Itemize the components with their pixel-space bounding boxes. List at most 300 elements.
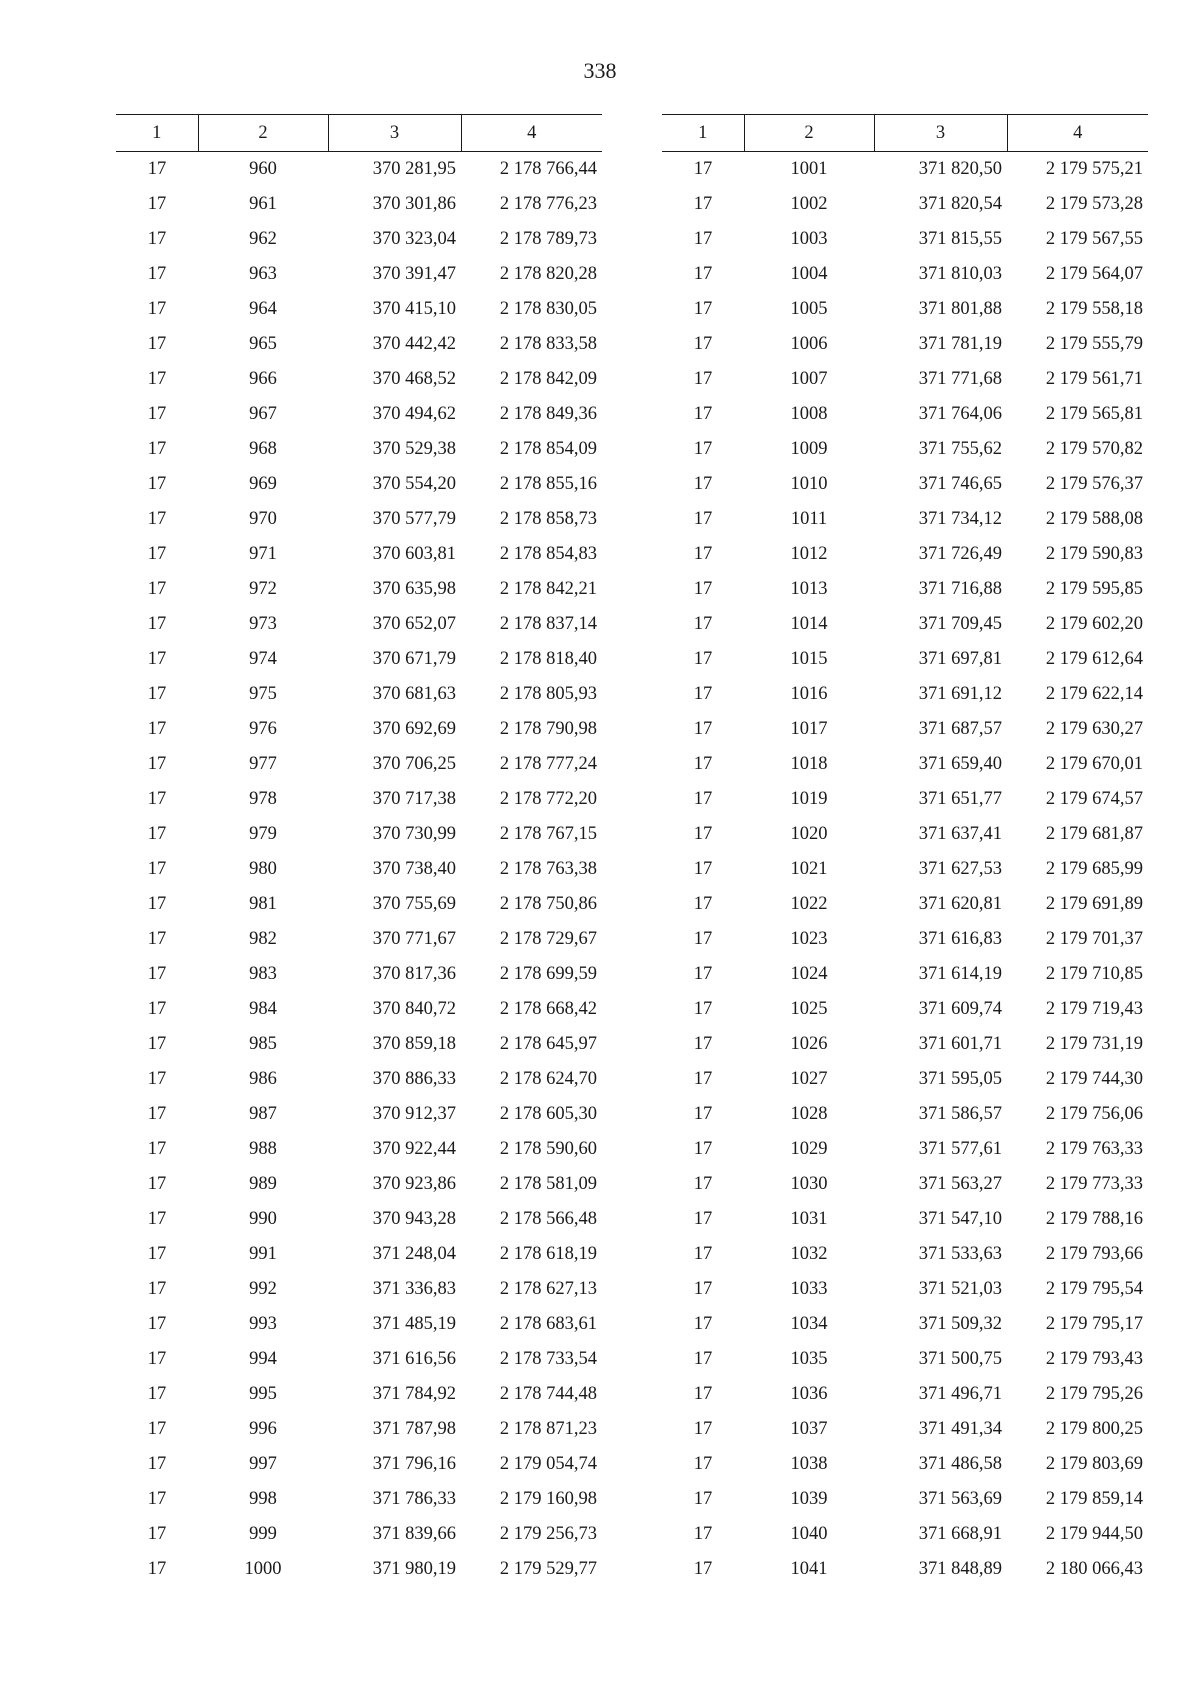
table-cell-col-4: 2 179 573,28 [1045, 194, 1143, 214]
table-cell-col-3: 371 627,53 [918, 859, 1002, 879]
table-cell-col-2: 1030 [790, 1174, 828, 1194]
table-cell-col-4: 2 179 160,98 [499, 1489, 597, 1509]
table-row [116, 992, 602, 1027]
table-cell-col-4: 2 179 681,87 [1045, 824, 1143, 844]
table-cell-col-4: 2 179 555,79 [1045, 334, 1143, 354]
table-cell-col-1: 17 [693, 1559, 713, 1579]
table-cell-col-3: 370 301,86 [372, 194, 456, 214]
table-cell-col-3: 371 697,81 [918, 649, 1002, 669]
table-cell-col-4: 2 178 683,61 [499, 1314, 597, 1334]
table-cell-col-3: 370 730,99 [372, 824, 456, 844]
table-cell-col-1: 17 [693, 579, 713, 599]
column-header-3: 3 [328, 115, 461, 152]
table-cell-col-1: 17 [693, 1419, 713, 1439]
table-cell-col-1: 17 [147, 1034, 167, 1054]
table-cell-col-4: 2 178 858,73 [499, 509, 597, 529]
table-cell-col-3: 370 817,36 [372, 964, 456, 984]
page-number: 338 [583, 58, 617, 83]
table-cell-col-1: 17 [147, 509, 167, 529]
table-cell-col-3: 370 391,47 [372, 264, 456, 284]
table-cell-col-4: 2 179 691,89 [1045, 894, 1143, 914]
table-row [662, 677, 1148, 712]
table-cell-col-4: 2 179 576,37 [1045, 474, 1143, 494]
table-cell-col-4: 2 179 567,55 [1045, 229, 1143, 249]
table-row [116, 362, 602, 397]
table-cell-col-1: 17 [693, 964, 713, 984]
table-cell-col-3: 370 840,72 [372, 999, 456, 1019]
table-cell-col-2: 1032 [790, 1244, 828, 1264]
table-row [662, 712, 1148, 747]
table-row [662, 1132, 1148, 1167]
table-cell-col-1: 17 [693, 229, 713, 249]
table-cell-col-4: 2 179 701,37 [1045, 929, 1143, 949]
table-cell-col-2: 1019 [790, 789, 828, 809]
table-cell-col-1: 17 [693, 474, 713, 494]
table-cell-col-4: 2 178 849,36 [499, 404, 597, 424]
table-cell-col-1: 17 [147, 1559, 167, 1579]
table-cell-col-3: 371 787,98 [372, 1419, 456, 1439]
table-cell-col-2: 1037 [790, 1419, 828, 1439]
table-row [662, 537, 1148, 572]
table-cell-col-1: 17 [147, 894, 167, 914]
table-cell-col-3: 371 616,83 [918, 929, 1002, 949]
table-cell-col-4: 2 179 744,30 [1045, 1069, 1143, 1089]
table-cell-col-1: 17 [147, 194, 167, 214]
table-cell-col-1: 17 [693, 194, 713, 214]
table-row [116, 1517, 602, 1552]
table-cell-col-2: 996 [249, 1419, 277, 1439]
table-row [662, 1167, 1148, 1202]
table-cell-col-2: 1025 [790, 999, 828, 1019]
table-cell-col-2: 992 [249, 1279, 277, 1299]
table-row [116, 187, 602, 222]
table-body [116, 152, 602, 1588]
table-cell-col-1: 17 [693, 1139, 713, 1159]
table-cell-col-4: 2 178 733,54 [499, 1349, 597, 1369]
table-cell-col-4: 2 178 842,09 [499, 369, 597, 389]
table-cell-col-3: 371 687,57 [918, 719, 1002, 739]
table-cell-col-2: 1007 [790, 369, 828, 389]
table-cell-col-2: 1003 [790, 229, 828, 249]
table-cell-col-1: 17 [693, 684, 713, 704]
table-cell-col-3: 370 671,79 [372, 649, 456, 669]
table-cell-col-1: 17 [693, 1104, 713, 1124]
table-cell-col-4: 2 178 820,28 [499, 264, 597, 284]
table-cell-col-3: 371 491,34 [918, 1419, 1002, 1439]
table-cell-col-1: 17 [147, 159, 167, 179]
table-row [116, 1447, 602, 1482]
table-cell-col-1: 17 [693, 439, 713, 459]
table-cell-col-3: 371 521,03 [918, 1279, 1002, 1299]
table-cell-col-1: 17 [693, 334, 713, 354]
table-cell-col-1: 17 [693, 894, 713, 914]
table-cell-col-1: 17 [147, 229, 167, 249]
table-cell-col-3: 370 529,38 [372, 439, 456, 459]
table-cell-col-2: 1006 [790, 334, 828, 354]
table-cell-col-3: 371 716,88 [918, 579, 1002, 599]
table-cell-col-1: 17 [693, 789, 713, 809]
column-header-1: 1 [662, 115, 744, 152]
table-row [662, 292, 1148, 327]
table-row [116, 922, 602, 957]
table-cell-col-1: 17 [693, 1209, 713, 1229]
table-row [116, 467, 602, 502]
table-cell-col-2: 978 [249, 789, 277, 809]
table-cell-col-3: 371 577,61 [918, 1139, 1002, 1159]
table-cell-col-3: 371 637,41 [918, 824, 1002, 844]
table-cell-col-4: 2 178 830,05 [499, 299, 597, 319]
table-cell-col-2: 970 [249, 509, 277, 529]
table-cell-col-4: 2 179 773,33 [1045, 1174, 1143, 1194]
table-cell-col-2: 977 [249, 754, 277, 774]
table-cell-col-4: 2 179 561,71 [1045, 369, 1143, 389]
table-row [116, 257, 602, 292]
table-cell-col-1: 17 [147, 1524, 167, 1544]
table-cell-col-2: 974 [249, 649, 277, 669]
table-cell-col-1: 17 [693, 824, 713, 844]
table-cell-col-3: 371 746,65 [918, 474, 1002, 494]
table-cell-col-1: 17 [693, 1244, 713, 1264]
table-cell-col-3: 370 635,98 [372, 579, 456, 599]
table-cell-col-2: 991 [249, 1244, 277, 1264]
table-cell-col-4: 2 178 837,14 [499, 614, 597, 634]
table-cell-col-1: 17 [693, 1279, 713, 1299]
table-row [116, 1062, 602, 1097]
table-row [662, 1027, 1148, 1062]
table-cell-col-2: 994 [249, 1349, 277, 1369]
table-row [662, 432, 1148, 467]
column-header-3: 3 [874, 115, 1007, 152]
table-cell-col-4: 2 178 729,67 [499, 929, 597, 949]
table-row [116, 1377, 602, 1412]
table-cell-col-3: 371 659,40 [918, 754, 1002, 774]
table-row [662, 1377, 1148, 1412]
table-cell-col-4: 2 178 854,83 [499, 544, 597, 564]
table-cell-col-3: 371 771,68 [918, 369, 1002, 389]
table-row [116, 1552, 602, 1587]
table-cell-col-2: 966 [249, 369, 277, 389]
table-cell-col-3: 370 859,18 [372, 1034, 456, 1054]
table-row [116, 502, 602, 537]
table-cell-col-3: 371 796,16 [372, 1454, 456, 1474]
table-cell-col-4: 2 178 744,48 [499, 1384, 597, 1404]
table-cell-col-3: 371 755,62 [918, 439, 1002, 459]
table-cell-col-2: 1014 [790, 614, 828, 634]
table-cell-col-3: 370 943,28 [372, 1209, 456, 1229]
table-cell-col-2: 1033 [790, 1279, 828, 1299]
table-row [662, 222, 1148, 257]
table-cell-col-4: 2 179 803,69 [1045, 1454, 1143, 1474]
table-cell-col-1: 17 [147, 1174, 167, 1194]
table-cell-col-4: 2 178 763,38 [499, 859, 597, 879]
table-cell-col-4: 2 179 795,26 [1045, 1384, 1143, 1404]
table-cell-col-4: 2 179 575,21 [1045, 159, 1143, 179]
table-cell-col-1: 17 [147, 1279, 167, 1299]
table-cell-col-1: 17 [693, 1034, 713, 1054]
table-cell-col-2: 1016 [790, 684, 828, 704]
table-cell-col-4: 2 179 710,85 [1045, 964, 1143, 984]
table-cell-col-3: 370 281,95 [372, 159, 456, 179]
table-cell-col-3: 370 912,37 [372, 1104, 456, 1124]
table-cell-col-4: 2 178 767,15 [499, 824, 597, 844]
coordinates-table-left [116, 114, 602, 1587]
table-cell-col-3: 371 533,63 [918, 1244, 1002, 1264]
table-cell-col-1: 17 [693, 299, 713, 319]
table-cell-col-2: 990 [249, 1209, 277, 1229]
table-cell-col-4: 2 178 805,93 [499, 684, 597, 704]
table-cell-col-1: 17 [147, 999, 167, 1019]
table-cell-col-2: 975 [249, 684, 277, 704]
table-cell-col-2: 1012 [790, 544, 828, 564]
table-cell-col-4: 2 178 590,60 [499, 1139, 597, 1159]
table-cell-col-3: 370 738,40 [372, 859, 456, 879]
table-cell-col-1: 17 [147, 1069, 167, 1089]
table-cell-col-3: 371 668,91 [918, 1524, 1002, 1544]
table-cell-col-1: 17 [693, 1069, 713, 1089]
table-row [116, 1272, 602, 1307]
table-cell-col-2: 961 [249, 194, 277, 214]
table-cell-col-4: 2 179 795,17 [1045, 1314, 1143, 1334]
table-cell-col-2: 1013 [790, 579, 828, 599]
table-row [662, 747, 1148, 782]
table-cell-col-2: 989 [249, 1174, 277, 1194]
table-cell-col-1: 17 [693, 649, 713, 669]
table-cell-col-1: 17 [147, 824, 167, 844]
table-cell-col-2: 1000 [244, 1559, 282, 1579]
table-cell-col-3: 370 922,44 [372, 1139, 456, 1159]
table-cell-col-4: 2 178 750,86 [499, 894, 597, 914]
table-cell-col-1: 17 [693, 544, 713, 564]
table-cell-col-3: 371 563,69 [918, 1489, 1002, 1509]
table-cell-col-1: 17 [147, 964, 167, 984]
table-row [662, 1307, 1148, 1342]
table-row [662, 572, 1148, 607]
table-cell-col-4: 2 179 944,50 [1045, 1524, 1143, 1544]
table-cell-col-1: 17 [693, 614, 713, 634]
table-cell-col-3: 370 494,62 [372, 404, 456, 424]
table-cell-col-2: 1017 [790, 719, 828, 739]
table-cell-col-4: 2 178 854,09 [499, 439, 597, 459]
table-row [116, 397, 602, 432]
table-row [662, 257, 1148, 292]
table-cell-col-4: 2 179 793,66 [1045, 1244, 1143, 1264]
table-cell-col-1: 17 [693, 859, 713, 879]
table-cell-col-4: 2 178 842,21 [499, 579, 597, 599]
table-cell-col-3: 371 786,33 [372, 1489, 456, 1509]
table-cell-col-4: 2 179 558,18 [1045, 299, 1143, 319]
table-cell-col-4: 2 178 833,58 [499, 334, 597, 354]
table-cell-col-4: 2 179 570,82 [1045, 439, 1143, 459]
table-cell-col-1: 17 [693, 1489, 713, 1509]
table-cell-col-2: 1041 [790, 1559, 828, 1579]
table-cell-col-4: 2 178 699,59 [499, 964, 597, 984]
table-cell-col-4: 2 179 670,01 [1045, 754, 1143, 774]
table-row [662, 1517, 1148, 1552]
table-cell-col-3: 371 509,32 [918, 1314, 1002, 1334]
table-row [116, 817, 602, 852]
table-row [662, 1342, 1148, 1377]
table-cell-col-3: 371 336,83 [372, 1279, 456, 1299]
table-cell-col-1: 17 [693, 1524, 713, 1544]
table-cell-col-1: 17 [147, 544, 167, 564]
table-cell-col-4: 2 178 772,20 [499, 789, 597, 809]
table-cell-col-2: 1004 [790, 264, 828, 284]
table-cell-col-4: 2 179 756,06 [1045, 1104, 1143, 1124]
table-cell-col-3: 371 848,89 [918, 1559, 1002, 1579]
table-cell-col-3: 371 764,06 [918, 404, 1002, 424]
table-cell-col-2: 967 [249, 404, 277, 424]
table-cell-col-2: 1015 [790, 649, 828, 669]
table-cell-col-1: 17 [147, 684, 167, 704]
table-row [116, 537, 602, 572]
table-cell-col-2: 993 [249, 1314, 277, 1334]
table-row [116, 152, 602, 188]
table-cell-col-4: 2 178 776,23 [499, 194, 597, 214]
table-cell-col-2: 985 [249, 1034, 277, 1054]
column-header-4: 4 [1007, 115, 1148, 152]
table-cell-col-3: 371 734,12 [918, 509, 1002, 529]
table-cell-col-2: 1038 [790, 1454, 828, 1474]
table-cell-col-2: 1008 [790, 404, 828, 424]
table-cell-col-3: 371 651,77 [918, 789, 1002, 809]
table-cell-col-3: 371 616,56 [372, 1349, 456, 1369]
table-cell-col-4: 2 179 590,83 [1045, 544, 1143, 564]
table-cell-col-1: 17 [693, 264, 713, 284]
table-row [662, 397, 1148, 432]
table-cell-col-1: 17 [147, 299, 167, 319]
table-cell-col-4: 2 179 795,54 [1045, 1279, 1143, 1299]
table-row [116, 432, 602, 467]
table-cell-col-3: 371 496,71 [918, 1384, 1002, 1404]
table-cell-col-1: 17 [147, 1104, 167, 1124]
table-cell-col-1: 17 [693, 999, 713, 1019]
table-cell-col-1: 17 [693, 1384, 713, 1404]
table-cell-col-4: 2 178 645,97 [499, 1034, 597, 1054]
column-header-1: 1 [116, 115, 198, 152]
table-cell-col-3: 371 784,92 [372, 1384, 456, 1404]
table-cell-col-4: 2 179 588,08 [1045, 509, 1143, 529]
table-cell-col-4: 2 179 612,64 [1045, 649, 1143, 669]
table-cell-col-1: 17 [147, 754, 167, 774]
table-cell-col-1: 17 [147, 579, 167, 599]
table-cell-col-3: 371 614,19 [918, 964, 1002, 984]
table-cell-col-3: 371 820,54 [918, 194, 1002, 214]
table-row [116, 222, 602, 257]
table-cell-col-3: 371 595,05 [918, 1069, 1002, 1089]
table-cell-col-4: 2 179 731,19 [1045, 1034, 1143, 1054]
table-cell-col-2: 979 [249, 824, 277, 844]
table-row [662, 467, 1148, 502]
table-cell-col-4: 2 178 581,09 [499, 1174, 597, 1194]
table-cell-col-4: 2 178 789,73 [499, 229, 597, 249]
table-row [662, 327, 1148, 362]
table-row [662, 152, 1148, 188]
table-row [662, 1202, 1148, 1237]
table-cell-col-2: 962 [249, 229, 277, 249]
table-cell-col-3: 371 801,88 [918, 299, 1002, 319]
table-cell-col-1: 17 [693, 404, 713, 424]
table-cell-col-2: 1028 [790, 1104, 828, 1124]
table-cell-col-1: 17 [147, 649, 167, 669]
table-cell-col-4: 2 178 668,42 [499, 999, 597, 1019]
table-cell-col-2: 972 [249, 579, 277, 599]
table-cell-col-2: 973 [249, 614, 277, 634]
table-cell-col-2: 983 [249, 964, 277, 984]
table-cell-col-2: 969 [249, 474, 277, 494]
table-row [662, 607, 1148, 642]
table-cell-col-4: 2 179 564,07 [1045, 264, 1143, 284]
table-row [662, 1412, 1148, 1447]
table-cell-col-2: 999 [249, 1524, 277, 1544]
table-cell-col-1: 17 [147, 929, 167, 949]
table-row [116, 1097, 602, 1132]
table-cell-col-3: 370 652,07 [372, 614, 456, 634]
table-cell-col-4: 2 179 630,27 [1045, 719, 1143, 739]
table-cell-col-3: 371 810,03 [918, 264, 1002, 284]
table-cell-col-3: 370 771,67 [372, 929, 456, 949]
table-cell-col-1: 17 [693, 1454, 713, 1474]
table-cell-col-3: 371 691,12 [918, 684, 1002, 704]
table-cell-col-1: 17 [147, 1244, 167, 1264]
table-cell-col-3: 370 717,38 [372, 789, 456, 809]
table-row [662, 922, 1148, 957]
table-cell-col-3: 371 485,19 [372, 1314, 456, 1334]
table-cell-col-1: 17 [693, 929, 713, 949]
table-cell-col-4: 2 179 602,20 [1045, 614, 1143, 634]
table-cell-col-4: 2 179 565,81 [1045, 404, 1143, 424]
table-cell-col-4: 2 179 719,43 [1045, 999, 1143, 1019]
table-cell-col-2: 1026 [790, 1034, 828, 1054]
table-row [116, 712, 602, 747]
table-cell-col-3: 371 500,75 [918, 1349, 1002, 1369]
table-cell-col-3: 371 248,04 [372, 1244, 456, 1264]
table-cell-col-3: 371 815,55 [918, 229, 1002, 249]
table-cell-col-2: 964 [249, 299, 277, 319]
table-row [116, 1237, 602, 1272]
table-row [116, 1412, 602, 1447]
table-cell-col-2: 1039 [790, 1489, 828, 1509]
table-cell-col-2: 997 [249, 1454, 277, 1474]
table-row [662, 782, 1148, 817]
table-cell-col-2: 1018 [790, 754, 828, 774]
table-cell-col-3: 370 886,33 [372, 1069, 456, 1089]
table-row [662, 187, 1148, 222]
table-cell-col-1: 17 [147, 1314, 167, 1334]
table-cell-col-1: 17 [147, 1139, 167, 1159]
table-cell-col-4: 2 178 618,19 [499, 1244, 597, 1264]
table-cell-col-2: 980 [249, 859, 277, 879]
table-cell-col-2: 971 [249, 544, 277, 564]
column-header-4: 4 [461, 115, 602, 152]
table-cell-col-4: 2 179 685,99 [1045, 859, 1143, 879]
table-cell-col-3: 371 820,50 [918, 159, 1002, 179]
table-cell-col-2: 1020 [790, 824, 828, 844]
table-cell-col-1: 17 [693, 754, 713, 774]
table-row [662, 362, 1148, 397]
table-row [662, 957, 1148, 992]
table-cell-col-3: 371 609,74 [918, 999, 1002, 1019]
table-cell-col-2: 984 [249, 999, 277, 1019]
table-cell-col-1: 17 [147, 474, 167, 494]
table-cell-col-2: 1035 [790, 1349, 828, 1369]
table-row [116, 1027, 602, 1062]
table-cell-col-1: 17 [693, 159, 713, 179]
table-row [662, 992, 1148, 1027]
column-header-2: 2 [198, 115, 328, 152]
table-cell-col-3: 370 323,04 [372, 229, 456, 249]
table-cell-col-1: 17 [693, 719, 713, 739]
table-cell-col-3: 371 726,49 [918, 544, 1002, 564]
